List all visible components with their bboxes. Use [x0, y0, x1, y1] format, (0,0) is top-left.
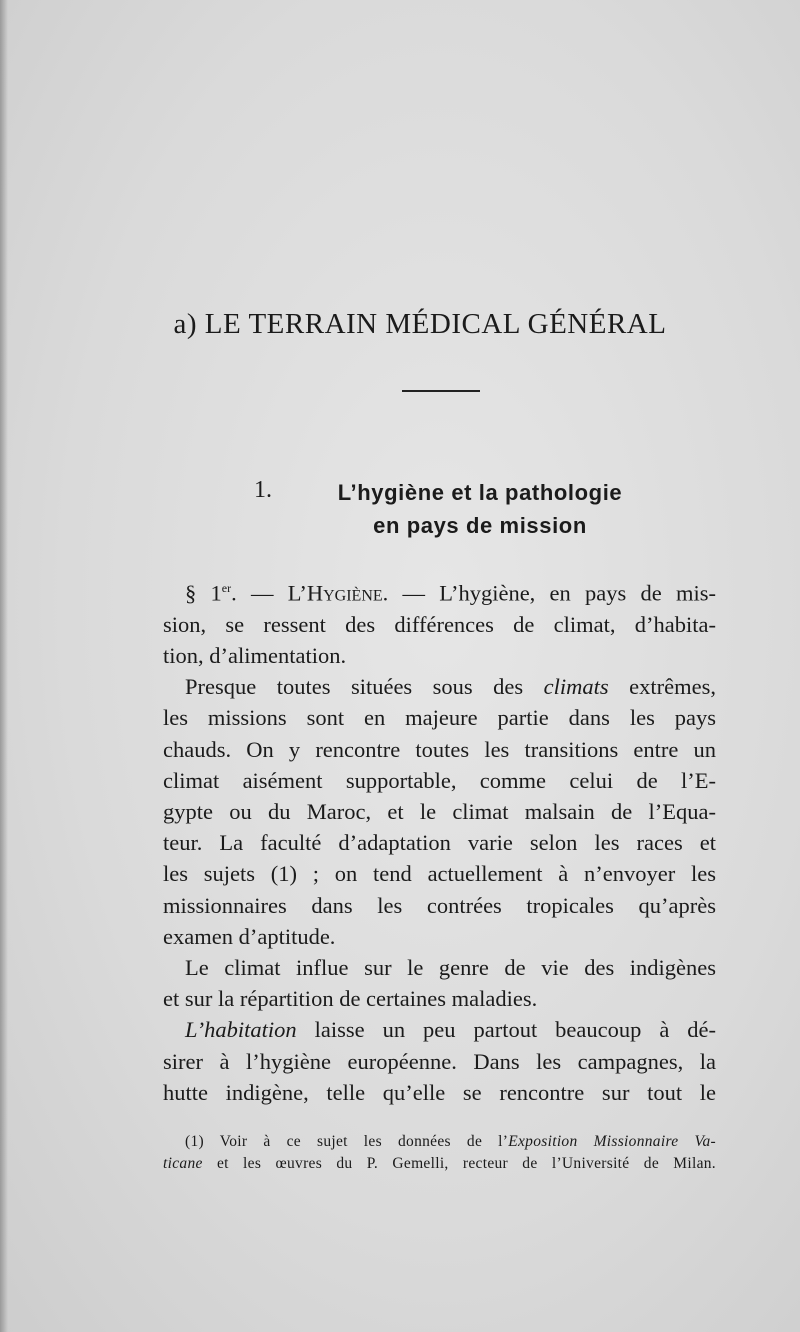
page-edge-shadow	[0, 0, 8, 1332]
paragraph-2-line-3: chauds. On y rencontre toutes les transitions entre un	[163, 736, 716, 762]
footnote-line-2	[163, 1153, 716, 1175]
habitation-italic: L’habitation	[185, 1017, 297, 1043]
paragraph-3-line-2: et sur la répartition de certaines maladies.	[163, 986, 538, 1012]
paragraph-2-line-1-start: Presque toutes situées sous des	[185, 674, 544, 700]
chapter-number: 1.	[254, 477, 272, 503]
section-subject: Hygiène	[306, 580, 383, 606]
chapter-title	[280, 476, 680, 542]
paragraph-2-line-1-end: extrêmes,	[608, 674, 716, 700]
paragraph-1-line-1-rest: . — L’hygiène, en pays de mis-	[382, 580, 717, 606]
paragraph-3-line-1: Le climat influe sur le genre de vie des indigènes	[185, 954, 716, 980]
paragraph-2-line-2: les missions sont en majeure partie dans les pays	[163, 705, 716, 731]
paragraph-4-line-1-end: laisse un peu partout beaucoup à dé-	[296, 1017, 716, 1043]
footnote-line-2-italic: ticane	[163, 1155, 203, 1172]
section-heading: a) LE TERRAIN MÉDICAL GÉNÉRAL	[173, 308, 667, 340]
footnote-line-2-end: et les œuvres du P. Gemelli, recteur de l’Université de Milan.	[202, 1155, 716, 1172]
chapter-title-line-2: en pays de mission	[373, 513, 587, 538]
paragraph-1-line-2: sion, se ressent des différences de climat, d’habita-	[163, 611, 716, 637]
paragraph-2-line-5: gypte ou du Maroc, et le climat malsain de l’Equa-	[163, 798, 716, 824]
paragraph-2-line-6: teur. La faculté d’adaptation varie selon les races et	[163, 830, 716, 856]
section-mark: § 1	[185, 580, 222, 606]
footnote-line-1-start: (1) Voir à ce sujet les données de l’	[185, 1133, 509, 1150]
chapter-title-line-1: L’hygiène et la pathologie	[337, 480, 623, 505]
paragraph-2-line-8: missionnaires dans les contrées tropicales qu’après	[163, 892, 716, 918]
body-text	[163, 573, 716, 1108]
section-mark-sup: er	[221, 581, 232, 595]
paragraph-4-line-2: sirer à l’hygiène européenne. Dans les campagnes, la	[163, 1048, 716, 1074]
paragraph-4-line-3: hutte indigène, telle qu’elle se rencontre sur tout le	[163, 1079, 716, 1105]
footnote-line-1-italic: Exposition Missionnaire Va-	[508, 1133, 717, 1150]
paragraph-2-line-4: climat aisément supportable, comme celui de l’E-	[163, 767, 716, 793]
paragraph-1-lead: . — L’	[231, 580, 307, 606]
paragraph-4-line-1	[163, 1014, 716, 1045]
climats-italic: climats	[543, 674, 609, 700]
paragraph-2-line-1	[163, 671, 716, 702]
paragraph-1-line-3: tion, d’alimentation.	[163, 642, 347, 668]
paragraph-2-line-9: examen d’aptitude.	[163, 923, 336, 949]
paragraph-1-line-1	[163, 573, 716, 609]
footnote-line-1	[163, 1131, 716, 1153]
heading-rule	[402, 390, 480, 392]
paragraph-2-line-7: les sujets (1) ; on tend actuellement à n’envoyer les	[163, 861, 716, 887]
footnote	[163, 1131, 716, 1175]
